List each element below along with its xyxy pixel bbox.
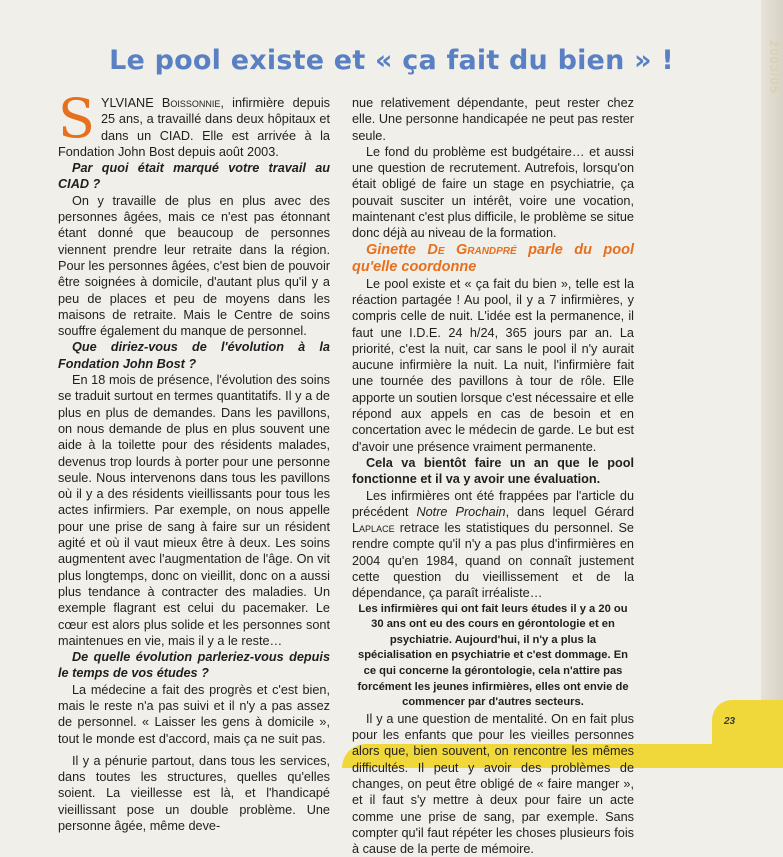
section2-p2-pre: Les infirmières ont été frappées par l'article du précédent	[352, 488, 634, 519]
section2-bold-question: Cela va bientôt faire un an que le pool fonctionne et il va y avoir une évaluation.	[352, 455, 634, 487]
section2-paragraph-2	[352, 488, 634, 602]
intro-surname: Boissonnie	[161, 96, 221, 110]
section-heading	[352, 242, 634, 276]
page-edge	[761, 0, 783, 768]
section2-paragraph-1: Le pool existe et « ça fait du bien », telle est la réaction partagée ! Au pool, il y a 7 infirmières, y compris celle de nuit. L'idée est la permanence, il faut une I.D.E. 24 h/24, 365 jours par an. La priorité, c'est la nuit, car sans le pool il n'y aurait aucune infirmière la nuit. La nuit, l'infirmière fait une tournée des pavillons à tour de rôle. Elle apporte un soutien lorsque c'est nécessaire et elle répond aux appels en cas de besoin et en concertation avec le médecin de garde. Le but est d'avoir une présence vraiment permanente.	[352, 276, 634, 454]
section-heading-surname: De Grandpré	[427, 241, 517, 258]
section2-p2-mid: , dans lequel Gérard	[505, 504, 635, 519]
page-number: 23	[724, 716, 736, 727]
section-heading-pre: Ginette	[366, 241, 428, 258]
answer-3a: La médecine a fait des progrès et c'est bien, mais le reste n'a pas suivi et il n'y a pas assez de personnel. « Laisser les gens à domicile », tout le monde est d'accord, mais ça ne suit pas.	[58, 682, 330, 746]
intro-text: , infirmière depuis 25 ans, a travaillé dans deux hôpitaux et dans un CIAD. Elle est arrivée à la Fondation John Bost depuis août 2003.	[58, 96, 330, 159]
intro-paragraph	[58, 87, 330, 160]
answer-3b-right: nue relativement dépendante, peut rester chez elle. Une personne handicapée ne peut pas rester seule.	[352, 96, 634, 143]
section2-paragraph-3: Il y a une question de mentalité. On en fait plus pour les enfants que pour les vieilles personnes alors que, bien souvent, on rencontre les mêmes difficultés. Il peut y avoir des problèmes de changes, on peut être obligé de « faire manger », et il faut s'y mettre à deux pour faire un acte comme une prise de sang, par exemple. Sans compter qu'il faut répéter les choses plusieurs fois à cause de la perte de mémoire.	[352, 711, 634, 857]
callout-quote: Les infirmières qui ont fait leurs études il y a 20 ou 30 ans ont eu des cours en gérontologie et en psychiatrie. Aujourd'hui, il n'y a plus la spécialisation en psychiatrie et c'est dommage. En ce qui concerne la gérontologie, cela n'attire pas forcément les jeunes infirmières, elles ont envie de commencer par d'autres secteurs.	[357, 602, 629, 709]
question-3: De quelle évolution parleriez-vous depuis le temps de vos études ?	[58, 650, 330, 681]
question-2: Que diriez-vous de l'évolution à la Fondation John Bost ?	[58, 340, 330, 371]
page-title: Le pool existe et « ça fait du bien » !	[109, 45, 674, 76]
drop-cap: S	[58, 87, 95, 150]
right-column	[352, 95, 634, 857]
answer-3c: Le fond du problème est budgétaire… et aussi une question de recrutement. Autrefois, lorsqu'on était obligé de faire un stage en psychiatrie, ça pouvait susciter un intérêt, voire une vocation, maintenant c'est plus difficile, le problème se situe donc déjà au niveau de la formation.	[352, 144, 634, 241]
section-heading-post: parle du pool qu'elle coordonne	[352, 241, 634, 275]
question-1: Par quoi était marqué votre travail au CIAD ?	[58, 161, 330, 192]
section2-p2-surname: Laplace	[352, 521, 395, 536]
answer-2: En 18 mois de présence, l'évolution des soins se traduit surtout en termes quantitatifs. Il y a de plus en plus de demandes. Dans les pavillons, on nous demande de plus en plus souvent une aide à la toilette pour des résidents malades, devenus trop lourds à porter pour une personne seule. Nous intervenons dans tous les pavillons où il y a des résidents vieillissants pour tous les actes infirmiers. Par exemple, on nous appelle pour une prise de sang à faire sur un résident agité et où il vaut mieux être à deux. Les soins augmentent avec l'augmentation de l'âge. On vit plus longtemps, donc on vieillit, donc on a aussi plus tendance à contracter des maladies. Un exemple flagrant est celui du pacemaker. Le cœur est alors plus solide et les personnes sont maintenues en vie, mais il y a le reste…	[58, 373, 330, 648]
answer-1: On y travaille de plus en plus avec des personnes âgées, mais ce n'est pas étonnant étant donné que beaucoup de personnes viennent prendre leur retraite dans la région. Pour les personnes âgées, c'est bien de pouvoir être soignées à domicile, d'autant plus qu'il y a peu de places et peu de moyens dans les maisons de retraite. Mais le Centre de soins souffre également du manque de personnel.	[58, 193, 330, 339]
intro-name: YLVIANE	[101, 96, 162, 110]
answer-3b-left: Il y a pénurie partout, dans tous les services, dans toutes les structures, quelles qu'elles soient. La vieillesse est là, et l'handicapé vieillissant pose un double problème. Une personne âgée, même deve-	[58, 753, 330, 834]
side-stamp: 2003/05	[767, 40, 782, 94]
section2-p2-post: retrace les statistiques du personnel. Se rendre compte qu'il n'y a pas plus d'infirmières en 2004 qu'en 1984, quand on connaît justement cette question du vieillissement et de la dépendance, ça paraît irréaliste…	[352, 521, 634, 601]
left-column	[58, 87, 330, 834]
magazine-title: Notre Prochain	[416, 504, 506, 519]
yellow-tab	[712, 700, 783, 768]
